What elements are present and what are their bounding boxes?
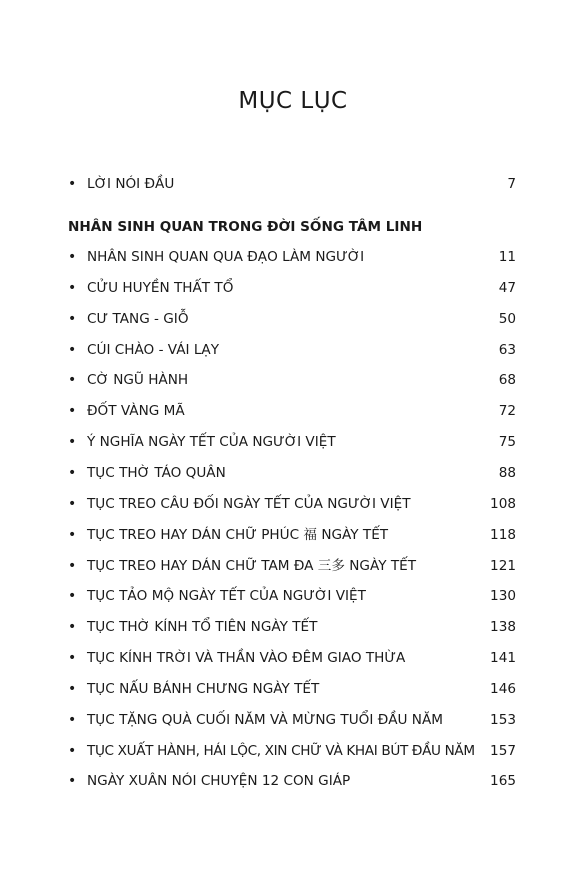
toc-entry[interactable] <box>68 308 516 330</box>
toc-entry-page: 130 <box>490 588 516 605</box>
toc-entry-page: 7 <box>507 176 516 192</box>
toc-entry-intro[interactable] <box>68 173 516 195</box>
toc-entry-label: TỤC TREO HAY DÁN CHỮ PHÚC 福 NGÀY TẾT <box>87 526 389 543</box>
toc-entry-page: 121 <box>490 557 516 574</box>
bullet-icon: • <box>68 557 77 574</box>
bullet-icon: • <box>68 372 77 389</box>
toc-entry[interactable] <box>68 462 516 484</box>
toc-entry-label: NHÂN SINH QUAN QUA ĐẠO LÀM NGƯỜI <box>87 249 365 265</box>
toc-entry-page: 50 <box>498 310 516 327</box>
toc-entry-label: LỜI NÓI ĐẦU <box>87 176 175 192</box>
toc-entry-label: TỤC THỜ TÁO QUÂN <box>87 464 226 481</box>
toc-entry-page: 47 <box>498 279 516 296</box>
section-heading: NHÂN SINH QUAN TRONG ĐỜI SỐNG TÂM LINH <box>68 219 423 235</box>
toc-entry[interactable] <box>68 709 516 731</box>
toc-entry-label: TỤC TREO HAY DÁN CHỮ TAM ĐA 三多 NGÀY TẾT <box>87 557 417 574</box>
toc-entry[interactable] <box>68 647 516 669</box>
toc-entry-page: 141 <box>490 650 516 667</box>
toc-entry-page: 75 <box>498 434 516 451</box>
toc-entry-page: 108 <box>490 495 516 512</box>
bullet-icon: • <box>68 773 77 790</box>
bullet-icon: • <box>68 279 77 296</box>
toc-entry-label: TỤC NẤU BÁNH CHƯNG NGÀY TẾT <box>87 680 320 697</box>
toc-entry[interactable] <box>68 678 516 700</box>
toc-entry-page: 138 <box>490 619 516 636</box>
toc-entry[interactable] <box>68 616 516 638</box>
toc-entry-label: TỤC TREO CÂU ĐỐI NGÀY TẾT CỦA NGƯỜI VIỆT <box>87 495 411 512</box>
toc-entry-page: 72 <box>498 403 516 420</box>
toc-entry[interactable] <box>68 770 516 792</box>
toc-entry-page: 11 <box>498 249 516 265</box>
toc-entry[interactable] <box>68 555 516 577</box>
toc-entry-page: 88 <box>498 464 516 481</box>
bullet-icon: • <box>68 464 77 481</box>
bullet-icon: • <box>68 680 77 697</box>
toc-entry[interactable] <box>68 277 516 299</box>
toc-entry-label: CỜ NGŨ HÀNH <box>87 372 189 389</box>
bullet-icon: • <box>68 711 77 728</box>
toc-entry-label: CÚI CHÀO - VÁI LẠY <box>87 341 220 358</box>
toc-entry-label: ĐỐT VÀNG MÃ <box>87 403 185 420</box>
toc-entry-page: 146 <box>490 680 516 697</box>
bullet-icon: • <box>68 434 77 451</box>
toc-entry-page: 68 <box>498 372 516 389</box>
toc-entry-label: TỤC THỜ KÍNH TỔ TIÊN NGÀY TẾT <box>87 619 318 636</box>
toc-entry[interactable] <box>68 400 516 422</box>
bullet-icon: • <box>68 650 77 667</box>
bullet-icon: • <box>68 495 77 512</box>
bullet-icon: • <box>68 742 77 759</box>
toc-entry-page: 153 <box>490 711 516 728</box>
toc-entry[interactable] <box>68 431 516 453</box>
bullet-icon: • <box>68 526 77 543</box>
toc-entry[interactable] <box>68 339 516 361</box>
toc-entry-label: TỤC KÍNH TRỜI VÀ THẦN VÀO ĐÊM GIAO THỪA <box>87 650 406 667</box>
page-title: MỤC LỤC <box>238 88 348 114</box>
toc-entry-label: TỤC TẢO MỘ NGÀY TẾT CỦA NGƯỜI VIỆT <box>87 588 366 605</box>
bullet-icon: • <box>68 176 77 192</box>
toc-entry-page: 157 <box>490 742 516 759</box>
bullet-icon: • <box>68 588 77 605</box>
bullet-icon: • <box>68 341 77 358</box>
toc-entry-label: CỬU HUYỀN THẤT TỔ <box>87 279 234 296</box>
toc-entry[interactable] <box>68 524 516 546</box>
bullet-icon: • <box>68 249 77 265</box>
toc-entry-label: NGÀY XUÂN NÓI CHUYỆN 12 CON GIÁP <box>87 773 351 790</box>
bullet-icon: • <box>68 403 77 420</box>
toc-entry[interactable] <box>68 369 516 391</box>
bullet-icon: • <box>68 310 77 327</box>
bullet-icon: • <box>68 619 77 636</box>
toc-entry[interactable] <box>68 740 516 762</box>
toc-entry-label: CƯ TANG - GIỖ <box>87 310 189 327</box>
toc-entry[interactable] <box>68 585 516 607</box>
toc-entry-page: 118 <box>490 526 516 543</box>
toc-entry-label: TỤC XUẤT HÀNH, HÁI LỘC, XIN CHỮ VÀ KHAI BÚT ĐẦU NĂM <box>87 742 475 759</box>
toc-entry-label: TỤC TẶNG QUÀ CUỐI NĂM VÀ MỪNG TUỔI ĐẦU NĂM <box>87 711 443 728</box>
toc-entry-page: 165 <box>490 773 516 790</box>
toc-entry-label: Ý NGHĨA NGÀY TẾT CỦA NGƯỜI VIỆT <box>87 434 336 451</box>
toc-entry[interactable] <box>68 246 516 268</box>
toc-entry[interactable] <box>68 493 516 515</box>
toc-entry-page: 63 <box>498 341 516 358</box>
